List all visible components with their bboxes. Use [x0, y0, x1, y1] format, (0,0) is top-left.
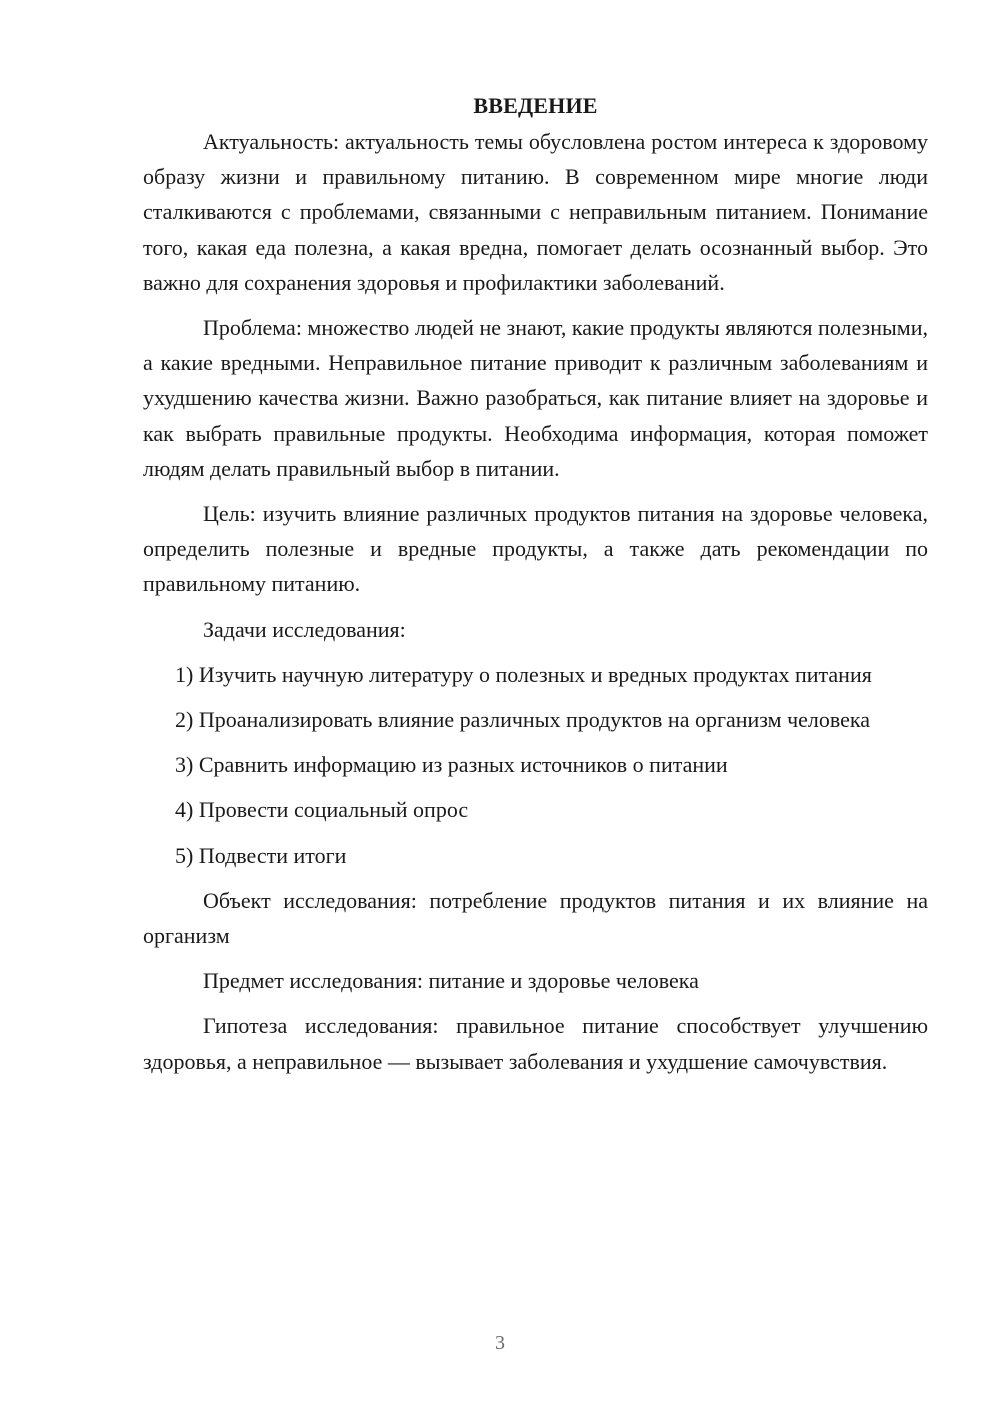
task-item-1: 1) Изучить научную литературу о полезных и вредных продуктах питания — [175, 661, 872, 687]
paragraph-object: Объект исследования: потребление продуктов питания и их влияние на организм — [143, 887, 928, 949]
paragraph-goal: Цель: изучить влияние различных продуктов питания на здоровье человека, определить полезные и вредные продукты, а также дать рекомендации по правильному питанию. — [143, 501, 928, 597]
task-item-3: 3) Сравнить информацию из разных источников о питании — [175, 752, 728, 778]
tasks-heading: Задачи исследования: — [203, 616, 406, 642]
paragraph-problem: Проблема: множество людей не знают, какие продукты являются полезными, а какие вредными. Неправильное питание приводит к различным заболеваниям и ухудшению качества жизни. Важно разобраться, как питание влияет на здоровье и как выбрать правильные продукты. Необходима информация, которая поможет людям делать правильный выбор в питании. — [143, 315, 928, 481]
task-item-2: 2) Проанализировать влияние различных продуктов на организм человека — [175, 707, 871, 733]
task-item-5: 5) Подвести итоги — [175, 842, 347, 868]
page-number: 3 — [495, 1332, 505, 1354]
paragraph-subject: Предмет исследования: питание и здоровье человека — [203, 968, 699, 994]
task-item-4: 4) Провести социальный опрос — [175, 797, 469, 823]
paragraph-hypothesis: Гипотеза исследования: правильное питание способствует улучшению здоровья, а неправильное — вызывает заболевания и ухудшение самочувствия. — [143, 1013, 928, 1074]
paragraph-relevance: Актуальность: актуальность темы обусловлена ростом интереса к здоровому образу жизни и правильному питанию. В современном мире многие люди сталкиваются с проблемами, связанными с неправильным питанием. Понимание того, какая еда полезна, а какая вредна, помогает делать осознанный выбор. Это важно для сохранения здоровья и профилактики заболеваний. — [143, 129, 928, 295]
section-title: ВВЕДЕНИЕ — [473, 93, 598, 118]
document-page — [143, 90, 928, 1089]
